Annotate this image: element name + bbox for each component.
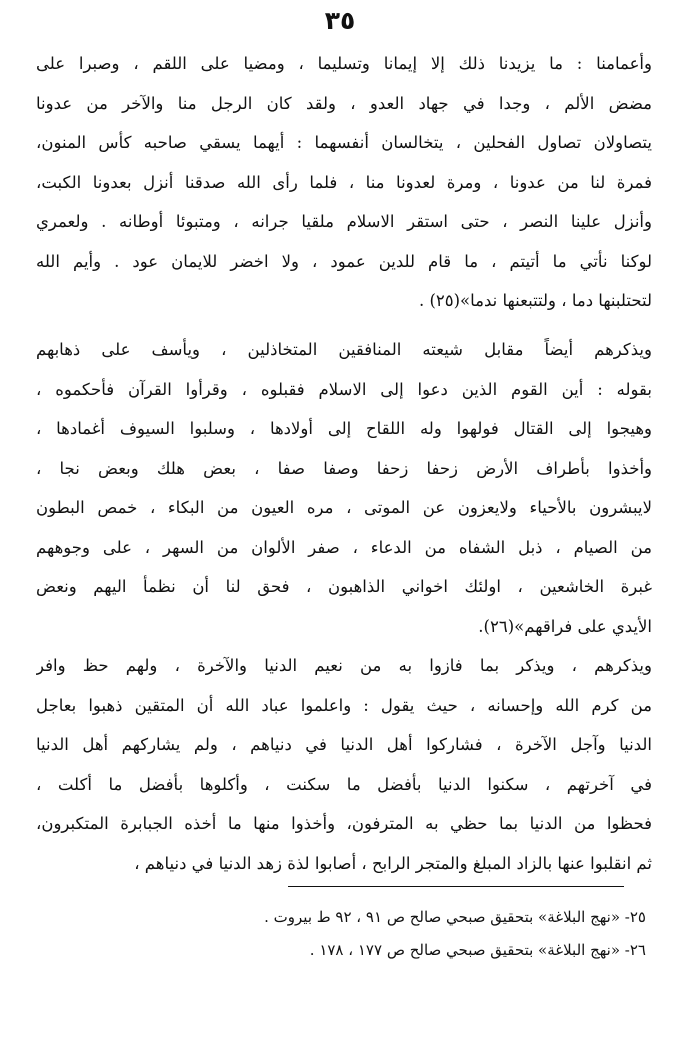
text-line: ويذكرهم ، ويذكر بما فازوا به من نعيم الدنيا والآخرة ، ولهم حظ وافر xyxy=(36,656,652,675)
text-line: الأيدي على فراقهم»(٢٦). xyxy=(478,616,652,636)
text-line: يتصاولان تصاول الفحلين ، يتخالسان أنفسهما : أيهما يسقي صاحبه كأس المنون، xyxy=(36,133,652,152)
page-number: ٣٥ xyxy=(324,6,356,35)
text-line: لايبشرون بالأحياء ولايعزون عن الموتى ، مره العيون من البكاء ، خمص البطون xyxy=(36,498,652,517)
footnote-26: ٢٦- «نهج البلاغة» بتحقيق صبحي صالح ص ١٧٧ ، ١٧٨ . xyxy=(309,941,646,959)
text-line: من كرم الله وإحسانه ، حيث يقول : واعلموا عباد الله أن المتقين ذهبوا بعاجل xyxy=(36,695,652,715)
footnotes xyxy=(60,901,646,967)
text-line: وأنزل علينا النصر ، حتى استقر الاسلام ملقيا جرانه ، ومتبوئا أوطانه . ولعمري xyxy=(36,212,652,231)
paragraph-1 xyxy=(36,44,652,321)
text-line: فمرة لنا من عدونا ، ومرة لعدونا منا ، فلما رأى الله صدقنا أنزل بعدونا الكبت، xyxy=(36,172,652,192)
paragraph-3 xyxy=(36,646,652,883)
text-line: من الصيام ، ذبل الشفاه من الدعاء ، صفر الألوان من السهر ، على وجوههم xyxy=(36,537,652,557)
text-line: الدنيا وآجل الآخرة ، فشاركوا أهل الدنيا في دنياهم ، ولم يشاركهم أهل الدنيا xyxy=(36,735,652,754)
text-line: فحظوا من الدنيا بما حظي به المترفون، وأخذوا منها ما أخذه الجبابرة المتكبرون، xyxy=(36,814,652,833)
text-line: وأخذوا بأطراف الأرض زحفا زحفا وصفا صفا ، بعض هلك وبعض نجا ، xyxy=(36,458,652,478)
text-line: وأعمامنا : ما يزيدنا ذلك إلا إيمانا وتسليما ، ومضيا على اللقم ، وصبرا على xyxy=(36,54,652,73)
text-line: لوكنا نأتي ما أتيتم ، ما قام للدين عمود ، ولا اخضر للايمان عود . وأيم الله xyxy=(36,251,652,271)
text-line: بقوله : أين القوم الذين دعوا إلى الاسلام فقبلوه ، وقرأوا القرآن فأحكموه ، xyxy=(36,379,652,399)
text-line: غبرة الخاشعين ، اولئك اخواني الذاهبون ، فحق لنا أن نظمأ اليهم ونعض xyxy=(36,577,652,596)
footnote-divider xyxy=(288,886,624,887)
paragraph-2 xyxy=(36,330,652,646)
text-line: وهيجوا إلى القتال فولهوا وله اللقاح إلى أولادها ، وسلبوا السيوف أغمادها ، xyxy=(36,419,652,438)
footnote-25: ٢٥- «نهج البلاغة» بتحقيق صبحي صالح ص ٩١ ، ٩٢ ط بيروت . xyxy=(264,908,646,926)
text-line: ويذكرهم أيضاً مقابل شيعته المنافقين المتخاذلين ، ويأسف على ذهابهم xyxy=(36,340,652,359)
text-line: لتحتلبنها دما ، ولتتبعنها ندما»(٢٥) . xyxy=(418,291,652,310)
text-line: مضض الألم ، وجدا في جهاد العدو ، ولقد كان الرجل منا والآخر من عدونا xyxy=(36,93,652,113)
text-line: ثم انقلبوا عنها بالزاد المبلغ والمتجر الرابح ، أصابوا لذة زهد الدنيا في دنياهم ، xyxy=(134,853,652,873)
text-line: في آخرتهم ، سكنوا الدنيا بأفضل ما سكنت ، وأكلوها بأفضل ما أكلت ، xyxy=(36,774,652,794)
